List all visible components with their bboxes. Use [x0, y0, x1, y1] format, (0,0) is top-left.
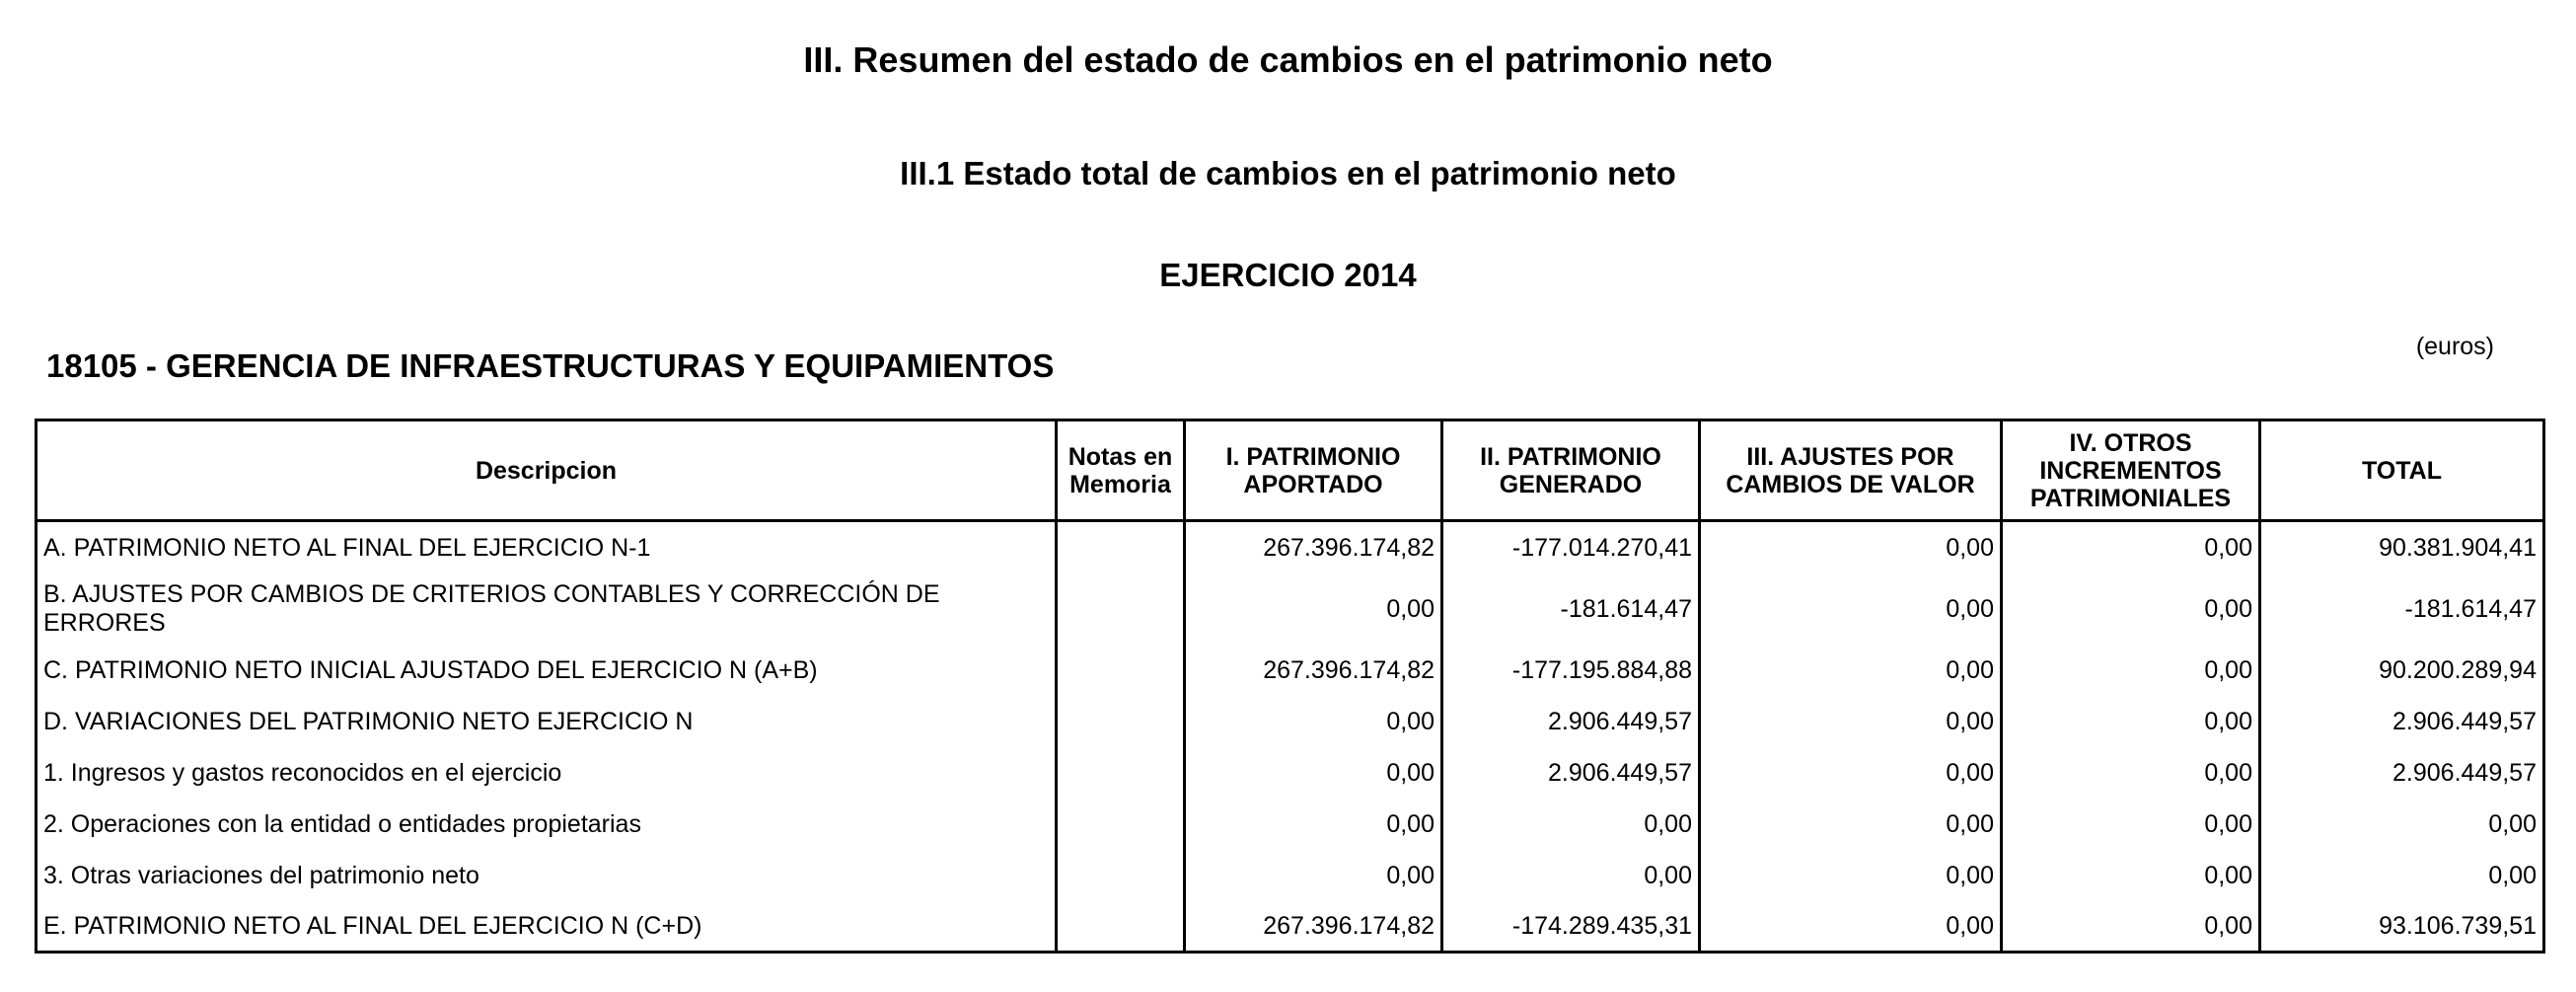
row-description: D. VARIACIONES DEL PATRIMONIO NETO EJERCICIO N: [37, 696, 1057, 747]
table-row: [37, 799, 2544, 850]
row-description: 1. Ingresos y gastos reconocidos en el ejercicio: [37, 747, 1057, 799]
row-ajustes-valor: 0,00: [1700, 573, 2002, 645]
row-ajustes-valor: 0,00: [1700, 645, 2002, 696]
row-patrimonio-generado: 2.906.449,57: [1442, 747, 1700, 799]
row-patrimonio-aportado: 0,00: [1185, 573, 1442, 645]
row-patrimonio-aportado: 0,00: [1185, 696, 1442, 747]
row-patrimonio-generado: -181.614,47: [1442, 573, 1700, 645]
row-otros-incrementos: 0,00: [2002, 850, 2260, 901]
row-patrimonio-aportado: 267.396.174,82: [1185, 645, 1442, 696]
row-ajustes-valor: 0,00: [1700, 901, 2002, 953]
row-patrimonio-generado: 0,00: [1442, 799, 1700, 850]
report-title: III. Resumen del estado de cambios en el patrimonio neto: [803, 39, 1773, 80]
row-notas: [1057, 850, 1185, 901]
row-total: -181.614,47: [2260, 573, 2544, 645]
row-otros-incrementos: 0,00: [2002, 573, 2260, 645]
row-notas: [1057, 747, 1185, 799]
row-description: B. AJUSTES POR CAMBIOS DE CRITERIOS CONTABLES Y CORRECCIÓN DE ERRORES: [37, 573, 1057, 645]
row-patrimonio-generado: -174.289.435,31: [1442, 901, 1700, 953]
row-ajustes-valor: 0,00: [1700, 747, 2002, 799]
column-header-patrimonio-generado: II. PATRIMONIO GENERADO: [1442, 420, 1700, 521]
row-patrimonio-aportado: 0,00: [1185, 850, 1442, 901]
column-header-total: TOTAL: [2260, 420, 2544, 521]
row-total: 2.906.449,57: [2260, 747, 2544, 799]
row-total: 90.200.289,94: [2260, 645, 2544, 696]
row-patrimonio-generado: 0,00: [1442, 850, 1700, 901]
row-ajustes-valor: 0,00: [1700, 799, 2002, 850]
row-ajustes-valor: 0,00: [1700, 696, 2002, 747]
table-row: [37, 573, 2544, 645]
currency-units-label: (euros): [2415, 333, 2494, 360]
row-notas: [1057, 901, 1185, 953]
row-description: A. PATRIMONIO NETO AL FINAL DEL EJERCICIO N-1: [37, 521, 1057, 574]
table-row: [37, 521, 2544, 574]
row-notas: [1057, 573, 1185, 645]
row-patrimonio-aportado: 267.396.174,82: [1185, 521, 1442, 574]
row-notas: [1057, 799, 1185, 850]
row-patrimonio-aportado: 267.396.174,82: [1185, 901, 1442, 953]
row-notas: [1057, 521, 1185, 574]
row-patrimonio-generado: 2.906.449,57: [1442, 696, 1700, 747]
row-ajustes-valor: 0,00: [1700, 521, 2002, 574]
row-ajustes-valor: 0,00: [1700, 850, 2002, 901]
table-row: [37, 696, 2544, 747]
row-total: 2.906.449,57: [2260, 696, 2544, 747]
row-total: 0,00: [2260, 850, 2544, 901]
row-total: 90.381.904,41: [2260, 521, 2544, 574]
column-header-notas: Notas en Memoria: [1057, 420, 1185, 521]
row-description: 3. Otras variaciones del patrimonio neto: [37, 850, 1057, 901]
row-notas: [1057, 696, 1185, 747]
row-total: 93.106.739,51: [2260, 901, 2544, 953]
row-otros-incrementos: 0,00: [2002, 645, 2260, 696]
column-header-patrimonio-aportado: I. PATRIMONIO APORTADO: [1185, 420, 1442, 521]
row-otros-incrementos: 0,00: [2002, 901, 2260, 953]
table-row: [37, 747, 2544, 799]
row-total: 0,00: [2260, 799, 2544, 850]
row-otros-incrementos: 0,00: [2002, 521, 2260, 574]
column-header-otros-incrementos: IV. OTROS INCREMENTOS PATRIMONIALES: [2002, 420, 2260, 521]
row-otros-incrementos: 0,00: [2002, 747, 2260, 799]
row-description: C. PATRIMONIO NETO INICIAL AJUSTADO DEL EJERCICIO N (A+B): [37, 645, 1057, 696]
fiscal-year-heading: EJERCICIO 2014: [1159, 257, 1417, 293]
equity-changes-table: [35, 419, 2545, 954]
row-otros-incrementos: 0,00: [2002, 799, 2260, 850]
row-patrimonio-aportado: 0,00: [1185, 799, 1442, 850]
row-description: 2. Operaciones con la entidad o entidades propietarias: [37, 799, 1057, 850]
row-patrimonio-generado: -177.014.270,41: [1442, 521, 1700, 574]
column-header-ajustes-valor: III. AJUSTES POR CAMBIOS DE VALOR: [1700, 420, 2002, 521]
table-row: [37, 850, 2544, 901]
row-patrimonio-generado: -177.195.884,88: [1442, 645, 1700, 696]
report-subtitle: III.1 Estado total de cambios en el patrimonio neto: [900, 155, 1676, 191]
row-patrimonio-aportado: 0,00: [1185, 747, 1442, 799]
entity-heading: 18105 - GERENCIA DE INFRAESTRUCTURAS Y EQUIPAMIENTOS: [46, 347, 1055, 384]
row-notas: [1057, 645, 1185, 696]
table-header-row: [37, 420, 2544, 521]
row-otros-incrementos: 0,00: [2002, 696, 2260, 747]
table-row: [37, 645, 2544, 696]
column-header-descripcion: Descripcion: [37, 420, 1057, 521]
row-description: E. PATRIMONIO NETO AL FINAL DEL EJERCICIO N (C+D): [37, 901, 1057, 953]
table-row: [37, 901, 2544, 953]
